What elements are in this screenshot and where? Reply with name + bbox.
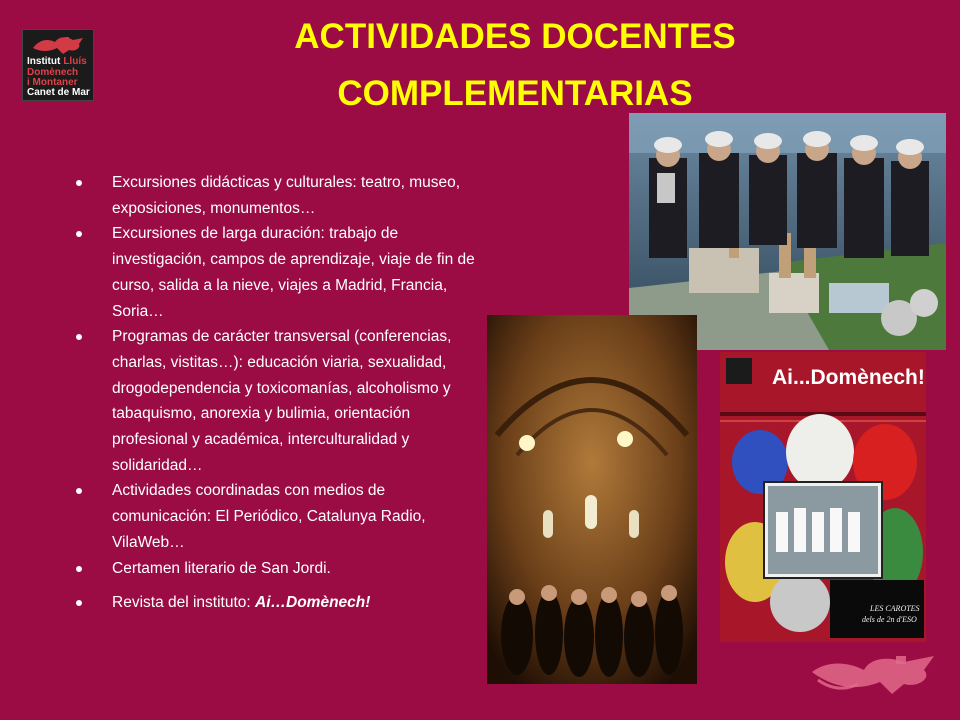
- list-item-magazine: Revista del instituto: Ai…Domènech!: [76, 590, 476, 616]
- logo-text-institut: Institut: [27, 56, 61, 67]
- magazine-name: Ai…Domènech!: [255, 594, 371, 612]
- logo-text-lluis: Lluís: [63, 56, 87, 67]
- magazine-cover: [720, 352, 926, 642]
- magazine-title: Ai...Domènech!: [772, 366, 925, 389]
- bullet-icon: [76, 488, 82, 494]
- dragon-decoration-icon: [808, 650, 948, 700]
- logo-text-canet: Canet de Mar: [27, 87, 90, 98]
- magazine-caption-2: dels de 2n d'ESO: [862, 615, 917, 624]
- list-item: Certamen literario de San Jordi.: [76, 556, 476, 582]
- list-item: Excursiones de larga duración: trabajo de investigación, campos de aprendizaje, viaje de fin de curso, salida a la nieve, viajes a Madrid, Francia, Soria…: [76, 221, 476, 324]
- page-title: [230, 8, 800, 122]
- magazine-caption-1: LES CAROTES: [870, 604, 920, 613]
- logo-text-domenech: Domènech: [27, 67, 79, 78]
- list-item: Programas de carácter transversal (conferencias, charlas, vistitas…): educación viaria, sexualidad, drogodependencia y toxicomanías, alcoholismo y tabaquismo, anorexia y bulimia, orientación profesional y académica, interculturalidad y solidaridad…: [76, 324, 476, 478]
- photo-church-visit: [487, 315, 697, 684]
- bullet-icon: [76, 600, 82, 606]
- list-item: Excursiones didácticas y culturales: teatro, museo, exposiciones, monumentos…: [76, 170, 476, 221]
- school-logo: [22, 29, 94, 101]
- title-line-2: COMPLEMENTARIAS: [337, 74, 693, 113]
- title-line-1: ACTIVIDADES DOCENTES: [294, 17, 736, 56]
- dragon-emblem-icon: [29, 34, 87, 56]
- list-item: Actividades coordinadas con medios de comunicación: El Periódico, Catalunya Radio, VilaWeb…: [76, 478, 476, 555]
- activities-list: [76, 170, 476, 616]
- bullet-icon: [76, 180, 82, 186]
- bullet-icon: [76, 334, 82, 340]
- bullet-icon: [76, 231, 82, 237]
- logo-text-montaner: i Montaner: [27, 77, 78, 88]
- bullet-icon: [76, 566, 82, 572]
